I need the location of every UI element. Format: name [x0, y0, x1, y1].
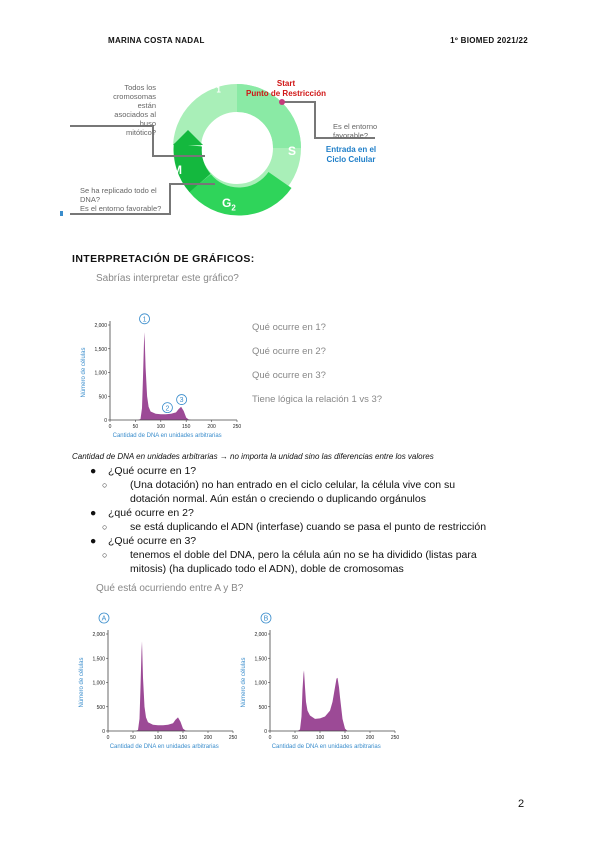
start-label: Start: [276, 79, 296, 88]
x-tick-label: 200: [207, 424, 216, 430]
panel-label: A: [101, 615, 107, 623]
phase-g1-label: $G_1$: [207, 78, 221, 95]
y-tick-label: 2,000: [92, 632, 105, 638]
y-tick-label: 2,000: [94, 323, 107, 329]
x-tick-label: 150: [182, 424, 191, 430]
marker-label: 2: [165, 405, 170, 413]
answer-1: ○ (Una dotación) no han entrado en el ciclo celular, la célula vive con su dotación normal. Aún están o creciendo o duplicando orgánulos: [102, 479, 456, 505]
marker-label: 3: [179, 397, 184, 405]
x-tick-label: 100: [315, 735, 325, 741]
y-tick-label: 500: [96, 704, 105, 711]
bullet-q3: ● ¿Qué ocurre en 3?: [90, 535, 197, 547]
x-tick-label: 250: [228, 735, 238, 741]
corner-mark: [60, 211, 63, 216]
y-tick-label: 500: [258, 704, 267, 711]
y-tick-label: 1,500: [254, 656, 267, 663]
x-tick-label: 100: [153, 735, 163, 741]
restriction-point-dot: [279, 99, 285, 105]
question-bottom-left: Se ha replicado todo el DNA? Es el entorno favorable?: [80, 186, 162, 213]
phase-g2-label: $G_2$: [222, 196, 236, 213]
answer-2: ○ se está duplicando el ADN (interfase) cuando se pasa el punto de restricción: [102, 521, 487, 533]
cycle-entry-label: Entrada en el Ciclo Celular: [325, 145, 377, 164]
x-axis-label: Cantidad de DNA en unidades arbitrarias: [271, 744, 381, 750]
bullet-q1: ● ¿Qué ocurre en 1?: [90, 465, 197, 477]
question-right: Es el entorno favorable?: [333, 122, 378, 140]
x-axis-label: Cantidad de DNA en unidades arbitrarias: [112, 433, 222, 439]
x-axis-label: Cantidad de DNA en unidades arbitrarias: [109, 744, 219, 750]
histogram-a: [70, 610, 240, 755]
y-tick-label: 0: [104, 418, 107, 424]
x-tick-label: 200: [203, 735, 213, 741]
chart-question-4: Tiene lógica la relación 1 vs 3?: [252, 394, 383, 405]
y-tick-label: 1,500: [94, 346, 107, 353]
x-tick-label: 150: [178, 735, 188, 741]
header-author: MARINA COSTA NADAL: [108, 36, 205, 45]
y-axis-label: Número de células: [79, 657, 85, 708]
header-course: 1º BIOMED 2021/22: [450, 36, 528, 45]
histogram-main: [70, 312, 250, 447]
x-tick-label: 0: [106, 735, 110, 741]
chart-question-1: Qué ocurre en 1?: [252, 322, 326, 333]
x-tick-label: 250: [232, 424, 242, 430]
question-top-left: Todos los cromosomas están asociados al huso mitótico?: [113, 83, 156, 137]
y-tick-label: 0: [102, 729, 105, 735]
x-tick-label: 100: [156, 424, 165, 430]
y-tick-label: 500: [98, 394, 107, 401]
x-tick-label: 50: [130, 735, 136, 741]
cycle-m-arc: [188, 145, 200, 183]
chart-question-2: Qué ocurre en 2?: [252, 346, 326, 357]
y-tick-label: 0: [264, 729, 267, 735]
panel-label: B: [263, 615, 269, 623]
histogram-area: [110, 332, 237, 420]
answer-3: ○ tenemos el doble del DNA, pero la célula aún no se ha dividido (listas para mitosis) (ha duplicado todo el ADN), doble de cromosomas: [102, 549, 477, 575]
y-tick-label: 1,000: [92, 680, 105, 687]
bullet-q2: ● ¿qué ocurre en 2?: [90, 507, 194, 519]
y-tick-label: 1,000: [94, 370, 107, 377]
page-number: 2: [518, 798, 525, 810]
x-tick-label: 0: [108, 424, 112, 430]
x-tick-label: 250: [390, 735, 400, 741]
x-tick-label: 150: [340, 735, 350, 741]
dna-note: Cantidad de DNA en unidades arbitrarias → no importa la unidad sino las diferencias entre los valores: [72, 452, 434, 461]
phase-m-label: M: [172, 163, 182, 177]
answers-list: [90, 464, 530, 576]
x-tick-label: 50: [292, 735, 298, 741]
cycle-s-arc: [237, 98, 287, 148]
y-axis-label: Número de células: [241, 657, 247, 708]
prompt-2: Qué está ocurriendo entre A y B?: [96, 583, 244, 594]
chart-question-3: Qué ocurre en 3?: [252, 370, 326, 381]
histogram-b: [232, 610, 402, 755]
section-title: INTERPRETACIÓN DE GRÁFICOS:: [72, 253, 255, 265]
histogram-area: [108, 641, 233, 731]
y-tick-label: 2,000: [254, 632, 267, 638]
prompt-1: Sabrías interpretar este gráfico?: [96, 273, 239, 284]
y-axis-label: Número de células: [81, 347, 87, 398]
phase-s-label: S: [288, 144, 297, 158]
y-tick-label: 1,000: [254, 680, 267, 687]
restriction-point-label: Punto de Restricción: [245, 89, 326, 98]
y-tick-label: 1,500: [92, 656, 105, 663]
marker-label: 1: [142, 316, 147, 324]
histogram-area: [270, 670, 395, 731]
x-tick-label: 0: [268, 735, 272, 741]
x-tick-label: 50: [132, 424, 139, 430]
x-tick-label: 200: [365, 735, 375, 741]
